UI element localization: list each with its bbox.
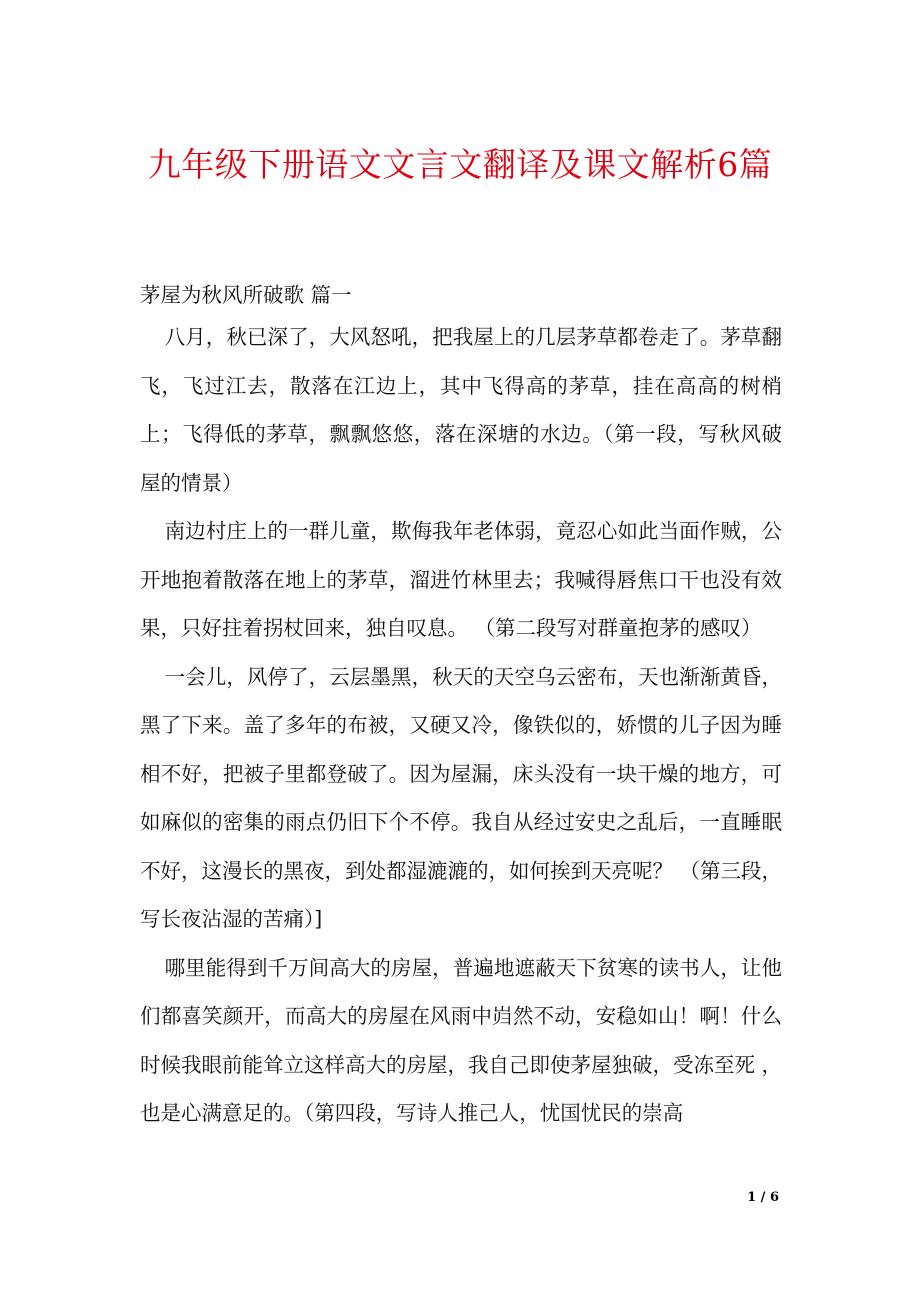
paragraph-4: 哪里能得到千万间高大的房屋，普遍地遮蔽天下贫寒的读书人，让他们都喜笑颜开，而高大的房屋在风雨中岿然不动，安稳如山！啊！什么时候我眼前能耸立这样高大的房屋，我自己即使茅屋独破，受冻至死 ，也是心满意足的。（第四段，写诗人推己人，忧国忧民的崇高 (140, 955, 783, 1125)
paragraph-3: 一会儿，风停了，云层墨黑，秋天的天空乌云密布，天也渐渐黄昏，黑了下来。盖了多年的布被，又硬又冷，像铁似的，娇惯的儿子因为睡相不好，把被子里都登破了。因为屋漏，床头没有一块干燥的地方，可如麻似的密集的雨点仍旧下个不停。我自从经过安史之乱后，一直睡眠不好，这漫长的黑夜，到处都湿漉漉的，如何挨到天亮呢？ （第三段，写长夜沾湿的苦痛）] (140, 664, 783, 931)
paragraph-2: 南边村庄上的一群儿童，欺侮我年老体弱，竟忍心如此当面作贼，公开地抱着散落在地上的茅草，溜进竹林里去；我喊得唇焦口干也没有效果，只好拄着拐杖回来，独自叹息。 （第二段写对群童抱茅的感叹） (140, 519, 782, 640)
document-body (140, 277, 782, 1138)
page-number: 1 / 6 (747, 1190, 779, 1205)
section-heading: 茅屋为秋风所破歌 篇一 (140, 283, 352, 307)
paragraph-1: 八月，秋已深了，大风怒吼，把我屋上的几层茅草都卷走了。茅草翻飞，飞过江去，散落在江边上，其中飞得高的茅草，挂在高高的树梢上；飞得低的茅草，飘飘悠悠，落在深塘的水边。（第一段，写秋风破屋的情景） (140, 325, 782, 495)
document-title: 九年级下册语文文言文翻译及课文解析6篇 (147, 145, 773, 184)
